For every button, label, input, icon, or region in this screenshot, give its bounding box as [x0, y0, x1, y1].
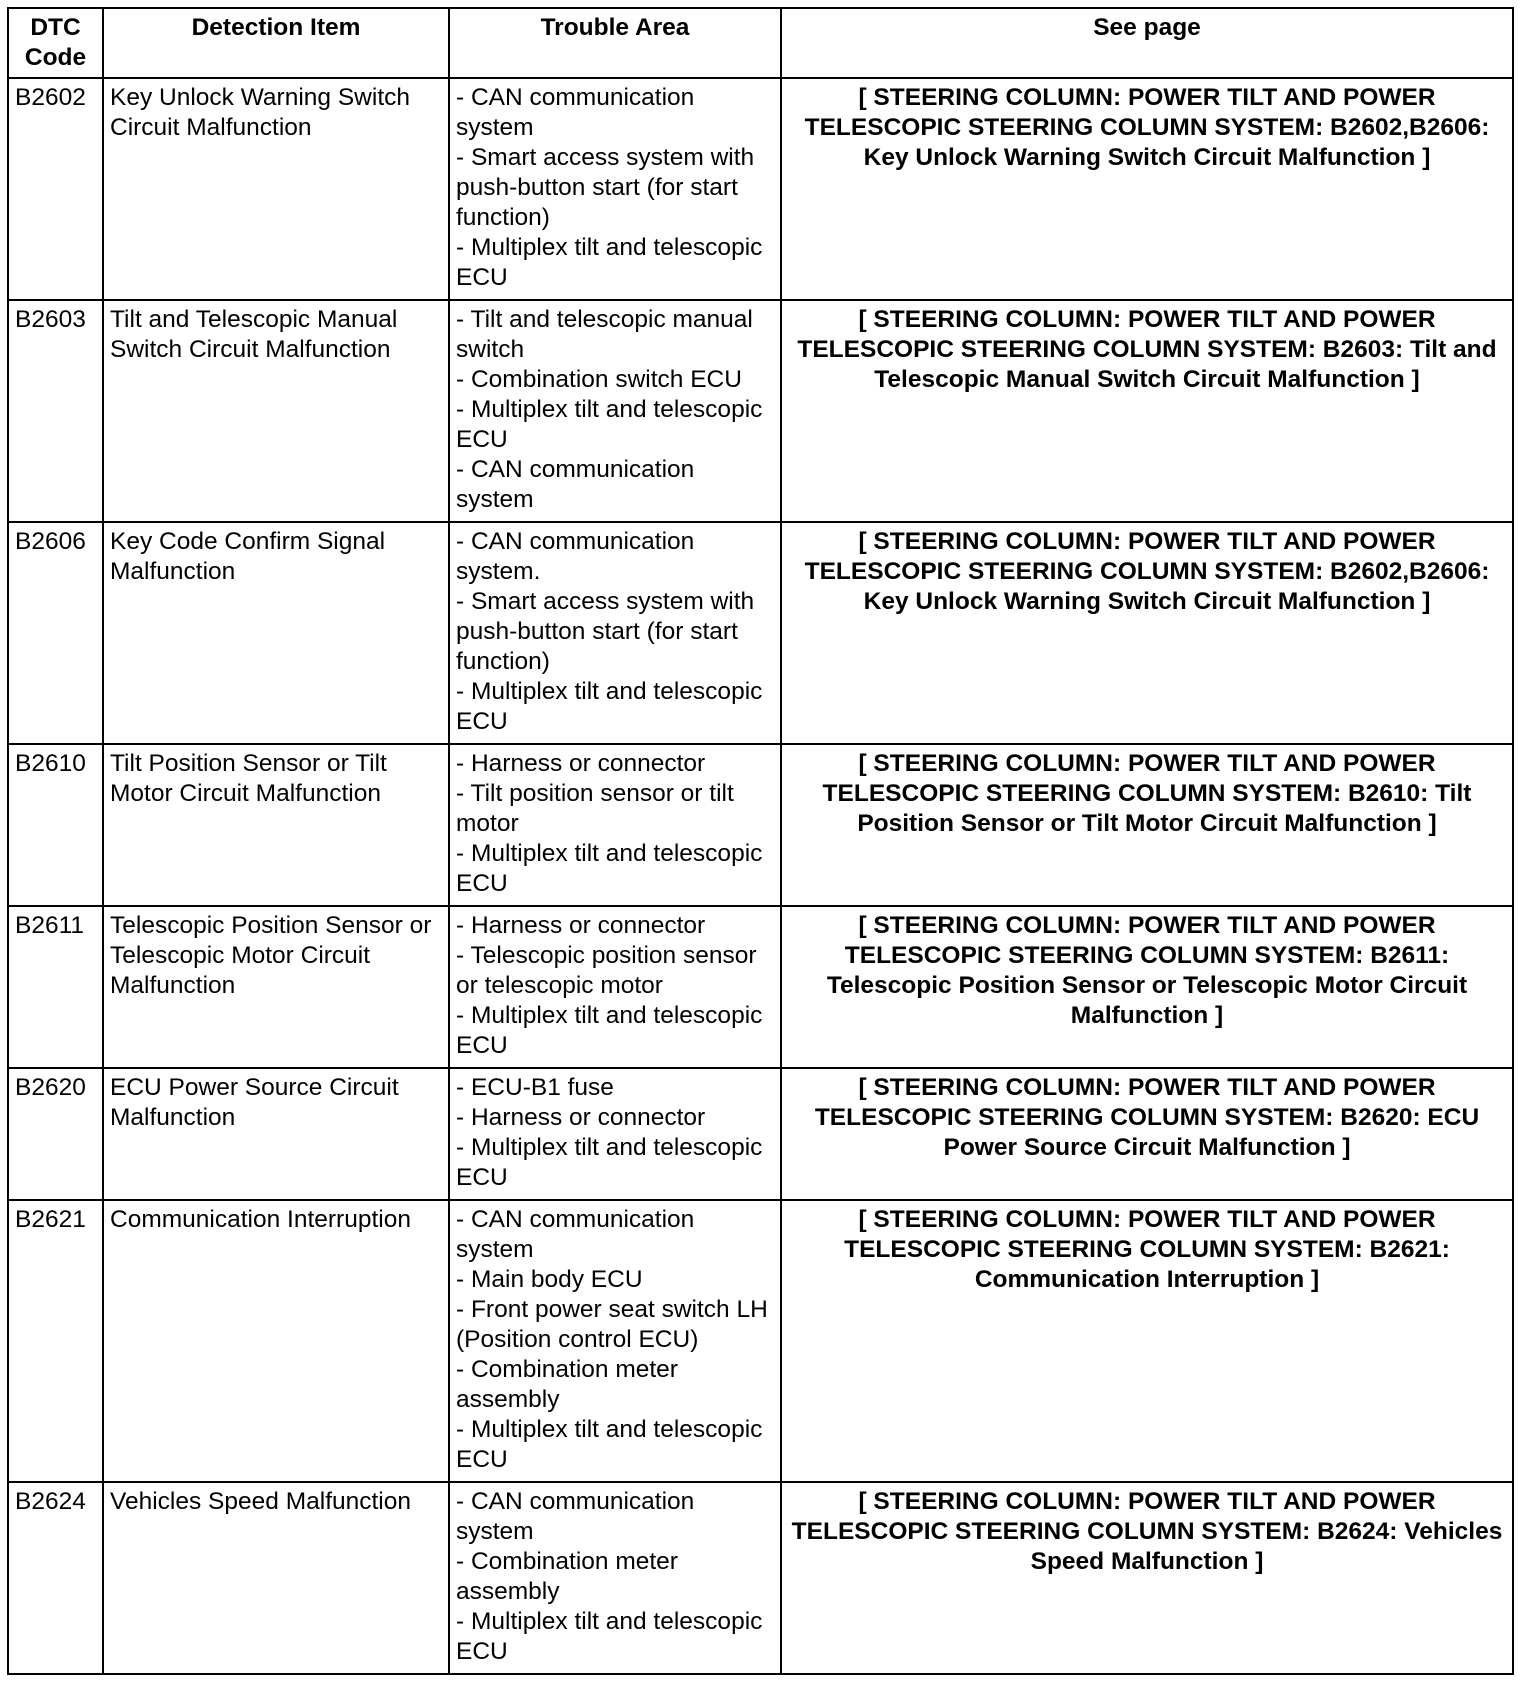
trouble-area-item: - ECU-B1 fuse [456, 1074, 614, 1101]
detection-item-cell: Vehicles Speed Malfunction [103, 1482, 449, 1674]
see-page-link[interactable]: [ STEERING COLUMN: POWER TILT AND POWER TELESCOPIC STEERING COLUMN SYSTEM: B2621: Communication Interruption ] [781, 1200, 1513, 1482]
see-page-link[interactable]: [ STEERING COLUMN: POWER TILT AND POWER TELESCOPIC STEERING COLUMN SYSTEM: B2620: ECU Power Source Circuit Malfunction ] [781, 1068, 1513, 1200]
dtc-code-cell: B2602 [8, 78, 103, 300]
detection-item-cell: Communication Interruption [103, 1200, 449, 1482]
trouble-area-cell [449, 300, 781, 522]
trouble-area-item: - Tilt position sensor or tilt motor [456, 780, 734, 837]
dtc-code-cell: B2624 [8, 1482, 103, 1674]
table-row [8, 1068, 1513, 1200]
dtc-code-cell: B2610 [8, 744, 103, 906]
trouble-area-cell [449, 78, 781, 300]
trouble-area-cell [449, 522, 781, 744]
header-detection-item: Detection Item [103, 8, 449, 78]
dtc-table [7, 7, 1514, 1675]
dtc-code-cell: B2611 [8, 906, 103, 1068]
trouble-area-item: - Multiplex tilt and telescopic ECU [456, 1416, 763, 1473]
trouble-area-cell [449, 906, 781, 1068]
trouble-area-item: - Telescopic position sensor or telescopic motor [456, 942, 757, 999]
trouble-area-item: - Multiplex tilt and telescopic ECU [456, 678, 763, 735]
trouble-area-item: - Harness or connector [456, 912, 706, 939]
trouble-area-item: - CAN communication system. [456, 528, 695, 585]
detection-item-cell: Telescopic Position Sensor or Telescopic Motor Circuit Malfunction [103, 906, 449, 1068]
dtc-code-cell: B2621 [8, 1200, 103, 1482]
trouble-area-item: - Main body ECU [456, 1266, 643, 1293]
trouble-area-item: - Smart access system with push-button start (for start function) [456, 144, 755, 231]
detection-item-cell: ECU Power Source Circuit Malfunction [103, 1068, 449, 1200]
see-page-link[interactable]: [ STEERING COLUMN: POWER TILT AND POWER TELESCOPIC STEERING COLUMN SYSTEM: B2602,B2606: Key Unlock Warning Switch Circuit Malfunction ] [781, 522, 1513, 744]
trouble-area-item: - Multiplex tilt and telescopic ECU [456, 234, 763, 291]
see-page-link[interactable]: [ STEERING COLUMN: POWER TILT AND POWER TELESCOPIC STEERING COLUMN SYSTEM: B2602,B2606: Key Unlock Warning Switch Circuit Malfunction ] [781, 78, 1513, 300]
trouble-area-item: - CAN communication system [456, 1488, 695, 1545]
table-header-row [8, 8, 1513, 78]
table-row [8, 744, 1513, 906]
trouble-area-item: - Combination meter assembly [456, 1356, 678, 1413]
trouble-area-item: - CAN communication system [456, 456, 695, 513]
see-page-link[interactable]: [ STEERING COLUMN: POWER TILT AND POWER TELESCOPIC STEERING COLUMN SYSTEM: B2603: Tilt and Telescopic Manual Switch Circuit Malfunction ] [781, 300, 1513, 522]
header-dtc-code: DTC Code [8, 8, 103, 78]
detection-item-cell: Key Code Confirm Signal Malfunction [103, 522, 449, 744]
trouble-area-item: - Smart access system with push-button start (for start function) [456, 588, 755, 675]
trouble-area-item: - Harness or connector [456, 750, 706, 777]
trouble-area-item: - Multiplex tilt and telescopic ECU [456, 1608, 763, 1665]
table-row [8, 78, 1513, 300]
header-trouble-area: Trouble Area [449, 8, 781, 78]
trouble-area-cell [449, 744, 781, 906]
detection-item-cell: Tilt Position Sensor or Tilt Motor Circuit Malfunction [103, 744, 449, 906]
trouble-area-item: - CAN communication system [456, 84, 695, 141]
trouble-area-item: - Front power seat switch LH (Position control ECU) [456, 1296, 768, 1353]
detection-item-cell: Tilt and Telescopic Manual Switch Circuit Malfunction [103, 300, 449, 522]
trouble-area-item: - Multiplex tilt and telescopic ECU [456, 396, 763, 453]
table-row [8, 522, 1513, 744]
trouble-area-item: - Combination switch ECU [456, 366, 742, 393]
table-row [8, 906, 1513, 1068]
trouble-area-item: - Tilt and telescopic manual switch [456, 306, 753, 363]
table-row [8, 1482, 1513, 1674]
trouble-area-cell [449, 1200, 781, 1482]
trouble-area-item: - CAN communication system [456, 1206, 695, 1263]
table-body [8, 78, 1513, 1674]
trouble-area-cell [449, 1068, 781, 1200]
dtc-code-cell: B2606 [8, 522, 103, 744]
detection-item-cell: Key Unlock Warning Switch Circuit Malfunction [103, 78, 449, 300]
trouble-area-item: - Harness or connector [456, 1104, 706, 1131]
trouble-area-item: - Multiplex tilt and telescopic ECU [456, 840, 763, 897]
trouble-area-item: - Multiplex tilt and telescopic ECU [456, 1002, 763, 1059]
table-row [8, 300, 1513, 522]
see-page-link[interactable]: [ STEERING COLUMN: POWER TILT AND POWER TELESCOPIC STEERING COLUMN SYSTEM: B2611: Telescopic Position Sensor or Telescopic Motor Circuit Malfunction ] [781, 906, 1513, 1068]
table-row [8, 1200, 1513, 1482]
see-page-link[interactable]: [ STEERING COLUMN: POWER TILT AND POWER TELESCOPIC STEERING COLUMN SYSTEM: B2610: Tilt Position Sensor or Tilt Motor Circuit Malfunction ] [781, 744, 1513, 906]
see-page-link[interactable]: [ STEERING COLUMN: POWER TILT AND POWER TELESCOPIC STEERING COLUMN SYSTEM: B2624: Vehicles Speed Malfunction ] [781, 1482, 1513, 1674]
trouble-area-item: - Multiplex tilt and telescopic ECU [456, 1134, 763, 1191]
dtc-code-cell: B2620 [8, 1068, 103, 1200]
header-see-page: See page [781, 8, 1513, 78]
dtc-code-cell: B2603 [8, 300, 103, 522]
trouble-area-cell [449, 1482, 781, 1674]
trouble-area-item: - Combination meter assembly [456, 1548, 678, 1605]
